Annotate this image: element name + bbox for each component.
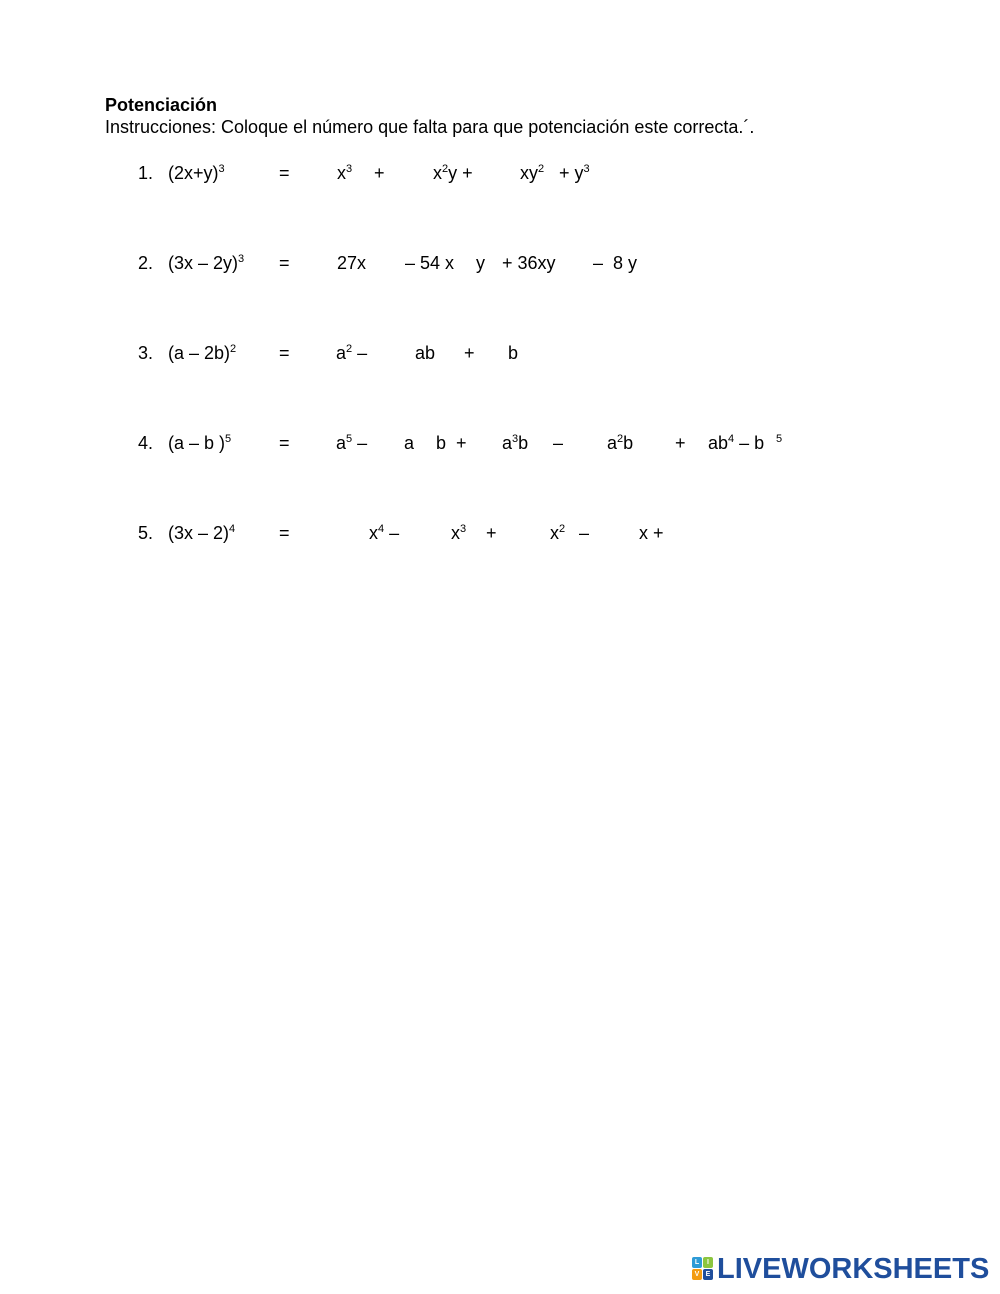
expansion-term: – 54 x [405,253,455,273]
exercise-number: 2. [138,253,154,273]
exponent: 5 [225,433,232,445]
expansion-term: $a^2$ – [336,343,368,363]
equals-sign: = [279,433,290,453]
exponent: 2 [538,163,545,175]
exponent: 3 [218,163,225,175]
page-title: Potenciación [105,95,218,115]
expansion-term: + [675,433,686,453]
liveworksheets-logo-icon [692,1257,714,1281]
equals-sign: = [279,163,290,183]
exponent: 3 [460,523,467,535]
binomial-expression: (3x – 2y)$^3$ [168,253,245,273]
expansion-term: a [404,433,415,453]
expansion-term: + [374,163,385,183]
expansion-term: $a^5$ – [336,433,368,453]
exercise-number: 4. [138,433,154,453]
exercise-number: 5. [138,523,154,543]
expansion-term: $a^2b$ [607,433,634,453]
expansion-term: – [579,523,590,543]
expansion-term [776,432,782,454]
expansion-term: ab [415,343,436,363]
exercise-number: 1. [138,163,154,183]
expansion-term: + [486,523,497,543]
expansion-term: y [476,253,485,273]
equals-sign: = [279,253,290,273]
expansion-term: x + [639,523,664,543]
expansion-term: $x^4$ – [369,523,400,543]
exponent: 3 [346,163,353,175]
exponent: 2 [442,163,449,175]
exponent: 4 [229,523,236,535]
expansion-term: + [464,343,475,363]
expansion-term: – 8 y [593,253,638,273]
exponent: 2 [559,523,566,535]
binomial-expression: $(2x+y)^3$ [168,163,225,183]
expansion-term: 27x [337,253,367,273]
expansion-term: $x^2$ [550,523,566,543]
expansion-term: – [553,433,564,453]
exponent: 5 [776,433,783,445]
logo-tile-v: V [692,1269,702,1280]
exercise-number: 3. [138,343,154,363]
expansion-term: b + [436,433,467,453]
instructions-text: Instrucciones: Coloque el número que falta para que potenciación este correcta.´. [105,117,755,137]
exponent: 4 [728,433,735,445]
expansion-term: $xy^2$ [520,163,545,183]
logo-tile-i: I [703,1257,713,1268]
binomial-expression: (3x – 2)$^4$ [168,523,236,543]
exponent: 4 [378,523,385,535]
expansion-term: b [508,343,519,363]
expansion-term: + 36xy [502,253,556,273]
expansion-term: $x^3$ [337,163,353,183]
logo-tile-l: L [692,1257,702,1268]
logo-text: LIVEWORKSHEETS [717,1253,990,1285]
expansion-term: $x^2y$ + [433,163,473,183]
exponent: 2 [617,433,624,445]
expansion-term: $ab^4$ – b [708,433,765,453]
expansion-term: $x^3$ [451,523,467,543]
expansion-term: $a^3b$ [502,433,529,453]
exponent: 2 [346,343,353,355]
logo-tile-e: E [703,1269,713,1280]
binomial-expression: (a – b )$^5$ [168,433,232,453]
equals-sign: = [279,523,290,543]
exponent: 3 [583,163,590,175]
exponent: 3 [512,433,519,445]
binomial-expression: (a – 2b)$^2$ [168,343,237,363]
exponent: 2 [230,343,237,355]
exponent: 5 [346,433,353,445]
expansion-term: + $y^3$ [559,163,590,183]
equals-sign: = [279,343,290,363]
liveworksheets-logo [692,1254,989,1284]
exponent: 3 [238,253,245,265]
